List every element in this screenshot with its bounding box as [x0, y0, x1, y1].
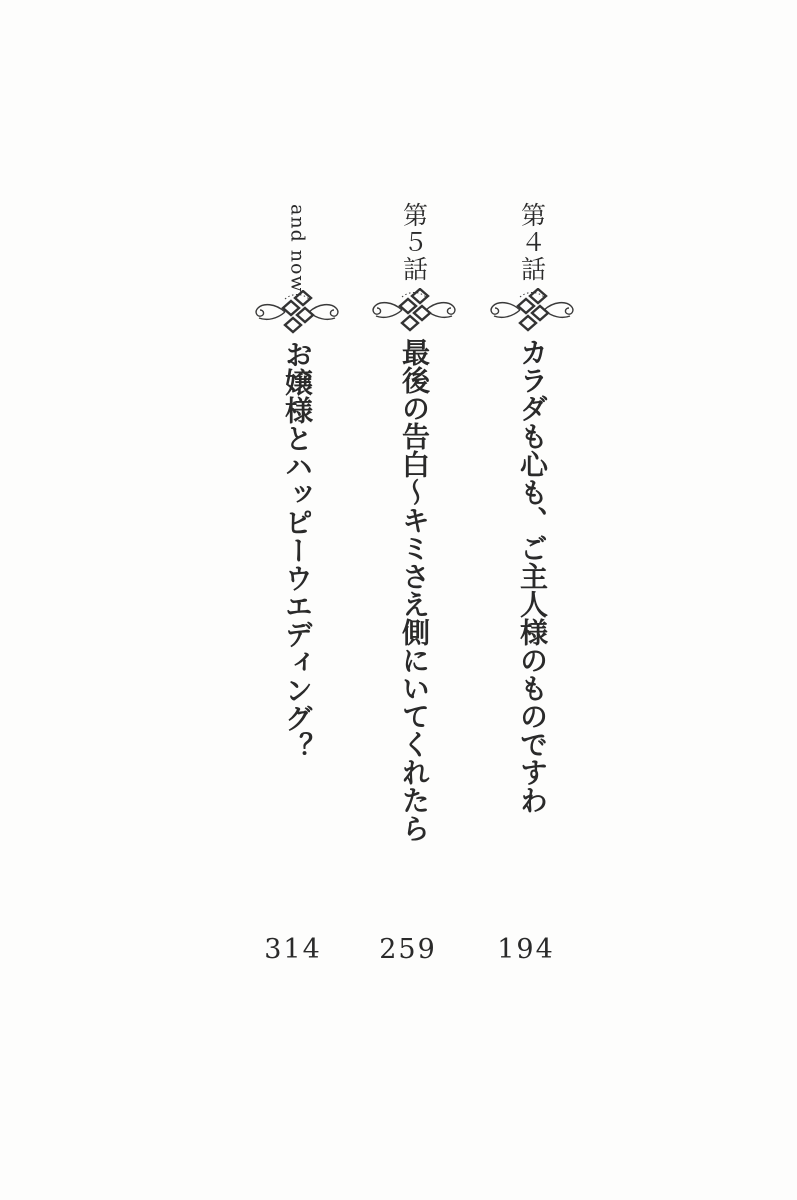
toc-entry-chapter-5 — [389, 202, 439, 842]
chapter-label: 第４話 — [517, 202, 547, 283]
page-number: 259 — [379, 934, 437, 965]
fleuron-ornament-icon — [368, 288, 460, 332]
chapter-title: カラダも心も、ご主人様のものですわ — [516, 338, 549, 814]
fleuron-ornament-icon — [251, 290, 343, 334]
chapter-title: お嬢様とハッピーウエディング？ — [281, 340, 314, 760]
page-number: 314 — [264, 934, 322, 965]
chapter-title: 最後の告白〜キミさえ側にいてくれたら — [398, 338, 431, 842]
toc-entry-chapter-4 — [507, 202, 557, 814]
toc-entry-and-now — [272, 202, 322, 760]
page-number: 194 — [497, 934, 555, 965]
chapter-label: and now — [286, 204, 309, 293]
fleuron-ornament-icon — [486, 288, 578, 332]
chapter-label: 第５話 — [399, 202, 429, 283]
